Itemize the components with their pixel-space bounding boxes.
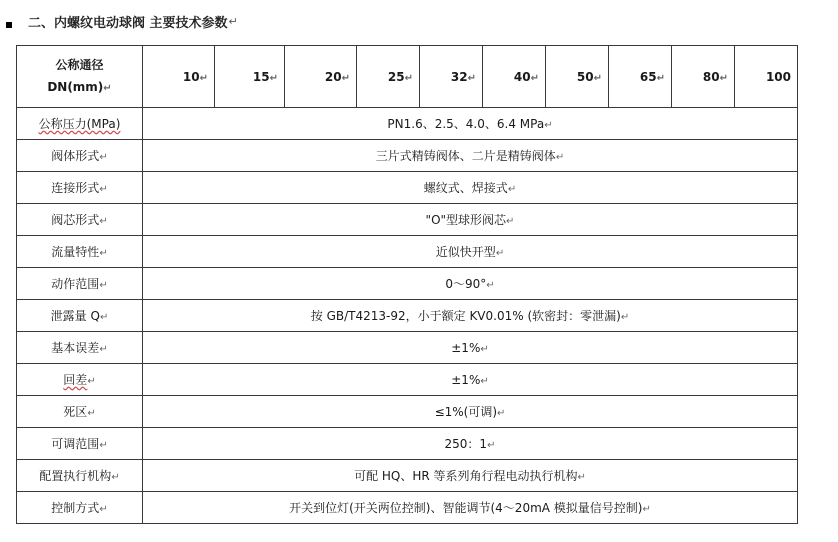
table-row (17, 332, 798, 364)
paragraph-mark-icon: ↵ (486, 280, 495, 291)
paragraph-mark-icon: ↵ (199, 72, 208, 84)
param-name-cell: 阀体形式↵ (17, 140, 143, 172)
paragraph-mark-icon: ↵ (99, 216, 108, 227)
paragraph-mark-icon: ↵ (99, 184, 108, 195)
paragraph-mark-icon: ↵ (577, 472, 586, 483)
table-row (17, 300, 798, 332)
paragraph-mark-icon: ↵ (111, 472, 120, 483)
table-row (17, 428, 798, 460)
section-title: 二、内螺纹电动球阀 主要技术参数 (28, 15, 228, 31)
param-name-cell: 流量特性↵ (17, 236, 143, 268)
param-value-cell: 近似快开型↵ (143, 236, 798, 268)
dn-cell: 40↵ (483, 46, 546, 108)
header-line-2: DN(mm) (47, 79, 104, 94)
param-name-cell: 配置执行机构↵ (17, 460, 143, 492)
dn-cell: 20↵ (285, 46, 357, 108)
param-value-cell: 三片式精铸阀体、二片是精铸阀体↵ (143, 140, 798, 172)
dn-cell: 32↵ (420, 46, 483, 108)
param-value-cell: 250：1↵ (143, 428, 798, 460)
table-row (17, 140, 798, 172)
param-name-cell: 公称压力(MPa) (17, 108, 143, 140)
dn-cell: 25↵ (357, 46, 420, 108)
table-row (17, 396, 798, 428)
header-line-1: 公称通径 (55, 57, 104, 72)
dn-cell: 10↵ (143, 46, 215, 108)
paragraph-mark-icon: ↵ (467, 72, 476, 84)
paragraph-mark-icon: ↵ (341, 72, 350, 84)
paragraph-mark-icon: ↵ (269, 72, 278, 84)
table-row (17, 108, 798, 140)
paragraph-mark-icon: ↵ (99, 504, 108, 515)
paragraph-mark-icon: ↵ (507, 184, 517, 195)
bullet-icon (6, 22, 12, 28)
paragraph-mark-icon: ↵ (480, 375, 489, 387)
param-name-cell: 可调范围↵ (17, 428, 143, 460)
paragraph-mark-icon: ↵ (656, 72, 665, 84)
param-name-cell: 动作范围↵ (17, 268, 143, 300)
paragraph-mark-icon: ↵ (719, 72, 728, 84)
param-value-cell: ±1%↵ (143, 364, 798, 396)
header-row (17, 46, 798, 108)
paragraph-mark-icon: ↵ (99, 344, 108, 355)
paragraph-mark-icon: ↵ (404, 72, 413, 84)
paragraph-mark-icon: ↵ (593, 72, 602, 84)
param-value-cell: "O"型球形阀芯↵ (143, 204, 798, 236)
paragraph-mark-icon: ↵ (99, 152, 108, 163)
param-value-cell: 0～90°↵ (143, 268, 798, 300)
paragraph-mark-icon: ↵ (506, 216, 515, 227)
paragraph-mark-icon: ↵ (103, 82, 112, 94)
param-name-cell: 回差↵ (17, 364, 143, 396)
table-row (17, 364, 798, 396)
table-row (17, 172, 798, 204)
param-value-cell: 开关到位灯(开关两位控制)、智能调节(4～20mA 模拟量信号控制)↵ (143, 492, 798, 524)
paragraph-mark-icon: ↵ (87, 376, 96, 387)
table-row (17, 236, 798, 268)
table-row (17, 460, 798, 492)
table-row (17, 492, 798, 524)
param-name-cell: 死区↵ (17, 396, 143, 428)
dn-cell: 15↵ (215, 46, 285, 108)
paragraph-mark-icon: ↵ (228, 14, 238, 28)
dn-cell: 80↵ (672, 46, 735, 108)
paragraph-mark-icon: ↵ (544, 120, 553, 131)
nominal-diameter-header (17, 46, 143, 108)
param-value-cell: ≤1%(可调)↵ (143, 396, 798, 428)
param-name-cell: 阀芯形式↵ (17, 204, 143, 236)
section-heading (6, 6, 238, 36)
table-row (17, 268, 798, 300)
paragraph-mark-icon: ↵ (99, 280, 108, 291)
paragraph-mark-icon: ↵ (530, 72, 539, 84)
param-value-cell: 可配 HQ、HR 等系列角行程电动执行机构↵ (143, 460, 798, 492)
paragraph-mark-icon: ↵ (642, 504, 651, 515)
paragraph-mark-icon: ↵ (480, 343, 489, 355)
spec-table (16, 45, 798, 524)
param-name-cell: 泄露量 Q↵ (17, 300, 143, 332)
param-name-cell: 基本误差↵ (17, 332, 143, 364)
param-value-cell: 螺纹式、焊接式↵ (143, 172, 798, 204)
paragraph-mark-icon: ↵ (620, 312, 630, 323)
dn-cell: 50↵ (546, 46, 609, 108)
paragraph-mark-icon: ↵ (555, 152, 565, 163)
paragraph-mark-icon: ↵ (99, 312, 109, 323)
table-row (17, 204, 798, 236)
param-value-cell: ±1%↵ (143, 332, 798, 364)
paragraph-mark-icon: ↵ (495, 248, 505, 259)
param-value-cell: 按 GB/T4213-92，小于额定 KV0.01% (软密封：零泄漏)↵ (143, 300, 798, 332)
param-name-cell: 控制方式↵ (17, 492, 143, 524)
paragraph-mark-icon: ↵ (487, 440, 496, 451)
dn-cell: 100 (735, 46, 798, 108)
paragraph-mark-icon: ↵ (497, 408, 506, 419)
param-value-cell: PN1.6、2.5、4.0、6.4 MPa↵ (143, 108, 798, 140)
paragraph-mark-icon: ↵ (99, 440, 108, 451)
param-name-cell: 连接形式↵ (17, 172, 143, 204)
paragraph-mark-icon: ↵ (99, 248, 108, 259)
dn-cell: 65↵ (609, 46, 672, 108)
paragraph-mark-icon: ↵ (87, 408, 96, 419)
